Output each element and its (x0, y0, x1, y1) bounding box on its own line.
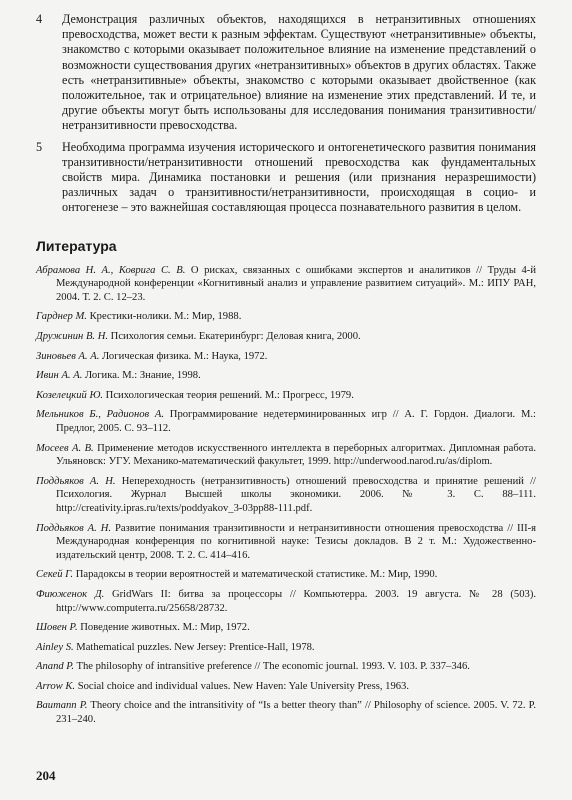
reference-item (36, 264, 536, 305)
reference-item (36, 310, 536, 324)
reference-text: The philosophy of intransitive preference // The economic journal. 1993. V. 103. P. 337–346. (74, 661, 470, 673)
reference-item (36, 660, 536, 674)
reference-item (36, 475, 536, 516)
reference-author: Поддьяков А. Н. (36, 522, 112, 534)
reference-author: Фиюженок Д. (36, 588, 105, 600)
reference-author: Мельников Б., Радионов А. (36, 409, 165, 421)
reference-text: Поведение животных. М.: Мир, 1972. (77, 622, 250, 634)
reference-author: Козелецкий Ю. (36, 389, 104, 401)
reference-author: Дружинин В. Н. (36, 331, 109, 343)
reference-item (36, 680, 536, 694)
reference-author: Ainley S. (36, 641, 74, 653)
reference-author: Абрамова Н. А., Коврига С. В. (36, 264, 186, 276)
list-item (36, 140, 536, 216)
reference-item (36, 389, 536, 403)
reference-author: Поддьяков А. Н. (36, 475, 116, 487)
item-text: Необходима программа изучения исторического и онтогенетического развития понимания транзитивности/нетранзитивности отношений превосходства как фундаментальных свойств мира. Динамика постановки и решения (или признания неразрешимости) различных задач о транзитивности/нетранзитивности, происходящая в социо- и онтогенезе – это важнейшая составляющая процесса познавательного развития в целом. (62, 139, 536, 215)
reference-text: Психология семьи. Екатеринбург: Деловая книга, 2000. (108, 331, 361, 343)
reference-text: Логика. М.: Знание, 1998. (82, 370, 201, 382)
reference-item (36, 641, 536, 655)
reference-author: Мосеев А. В. (36, 442, 94, 454)
reference-author: Зиновьев А. А. (36, 350, 100, 362)
reference-item (36, 588, 536, 615)
numbered-list (36, 12, 536, 216)
reference-list (36, 264, 536, 727)
reference-item (36, 330, 536, 344)
reference-author: Ивин А. А. (36, 370, 83, 382)
item-text: Демонстрация различных объектов, находящихся в нетранзитивных отношениях превосходства, может вести к разным эффектам. Существуют «нетранзитивные» объекты, знакомство с которыми оказывает положительное влияние на изменение представлений о возможности существования других «нетранзитивных» объектов в других областях. Также есть «нетранзитивные» объекты, знакомство с которыми оказывает двойственное (как положительное, так и отрицательное) влияние на изменение этих представлений. И те, и другие объекты могут быть использованы для исследования понимания транзитивности/нетранзитивности превосходства. (62, 12, 536, 133)
reference-item (36, 699, 536, 726)
reference-author: Anand P. (36, 661, 75, 673)
list-item (36, 12, 536, 134)
page-number: 204 (36, 768, 56, 783)
reference-text: Психологическая теория решений. М.: Прогресс, 1979. (103, 389, 354, 401)
reference-text: Логическая физика. М.: Наука, 1972. (99, 350, 268, 362)
reference-text: Развитие понимания транзитивности и нетранзитивности отношения превосходства // III-я Международная конференция по когнитивной науке: Тезисы докладов. В 2 т. М.: Художественно-издательский центр, 2008. Т. 2. С. 414–416. (56, 522, 536, 561)
reference-item (36, 350, 536, 364)
reference-author: Гарднер М. (36, 311, 87, 323)
reference-item (36, 568, 536, 582)
reference-text: Social choice and individual values. New Haven: Yale University Press, 1963. (75, 680, 409, 692)
reference-author: Секей Г. (36, 569, 74, 581)
reference-item (36, 522, 536, 563)
reference-text: Применение методов искусственного интеллекта в переборных алгоритмах. Дипломная работа. Ульяновск: УГУ. Механико-математический факультет, 1999. http://underwood.narod.ru/as/diplom. (56, 442, 536, 468)
reference-text: Непереходность (нетранзитивность) отношений превосходства и принятие решений // Психология. Журнал Высшей школы экономики. 2006. № 3. С. 88–111. http://creativity.ipras.ru/texts/poddyakov_3-03pp88-111.pdf. (56, 475, 537, 514)
reference-text: О рисках, связанных с ошибками экспертов и аналитиков // Труды 4-й Международной конференции «Когнитивный анализ и управление развитием ситуаций». М.: ИПУ РАН, 2004. Т. 2. С. 12–23. (56, 264, 536, 303)
reference-text: Крестики-нолики. М.: Мир, 1988. (86, 311, 242, 323)
reference-text: Парадоксы в теории вероятностей и математической статистике. М.: Мир, 1990. (73, 569, 438, 581)
item-number: 4 (36, 12, 43, 26)
item-number: 5 (36, 139, 43, 154)
reference-text: Mathematical puzzles. New Jersey: Prentice-Hall, 1978. (73, 641, 315, 653)
reference-text: Theory choice and the intransitivity of “Is a better theory than” // Philosophy of science. 2005. V. 72. P. 231–240. (56, 700, 536, 726)
reference-author: Arrow K. (36, 680, 76, 692)
reference-text: Программирование недетерминированных игр // А. Г. Гордон. Диалоги. М.: Предлог, 2005. С. 93–112. (56, 409, 536, 434)
reference-author: Шовен Р. (36, 622, 78, 634)
section-title: Литература (36, 237, 117, 254)
reference-item (36, 369, 536, 383)
reference-item (36, 621, 536, 635)
reference-author: Baumann P. (36, 700, 88, 712)
reference-item (36, 442, 536, 469)
reference-item (36, 408, 536, 435)
reference-text: GridWars II: битва за процессоры // Компьютерра. 2003. 19 августа. № 28 (503). http://www.computerra.ru/25658/28732. (56, 588, 536, 614)
